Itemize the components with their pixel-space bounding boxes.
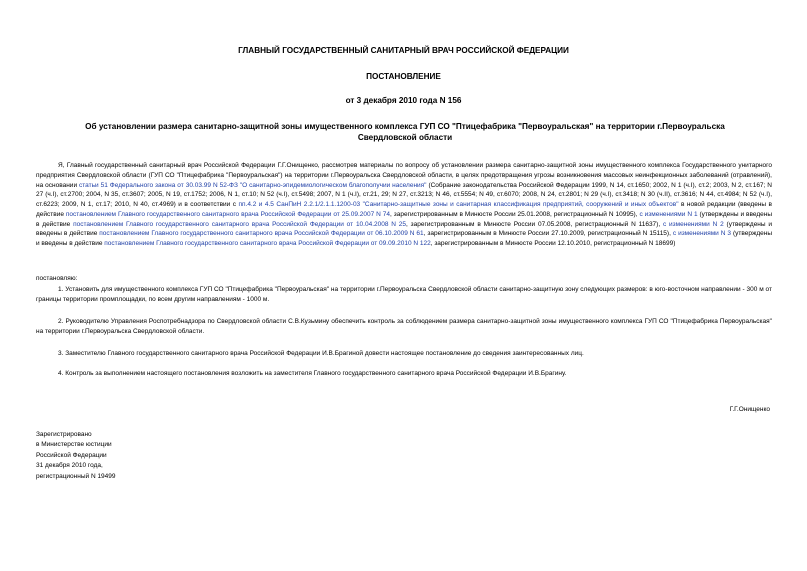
amendment-2-link[interactable]: с изменениями N 2 <box>662 220 724 228</box>
resolution-25-link[interactable]: постановлением Главного государственного санитарного врача Российской Федерации от 10.04.2008 N 25 <box>73 220 407 228</box>
preamble-text: (утверждены и введены в действие <box>36 220 773 238</box>
law-link[interactable]: статьи 51 Федерального закона от 30.03.99 N 52-ФЗ "О санитарно-эпидемиологическом благополучии населения" <box>79 181 427 189</box>
resolution-item-2: 2. Руководителю Управления Роспотребнадзора по Свердловской области С.В.Кузьмину обеспечить контроль за соблюдением размера санитарно-защитной зоны имущественного комплекса ГУП СО "Птицефабрика Первоуральская" на территории г.Первоуральска Свердловской области. <box>36 318 772 335</box>
registration-block <box>36 430 116 482</box>
registration-line: 31 декабря 2010 года, <box>36 462 103 470</box>
document-type: ПОСТАНОВЛЕНИЕ <box>366 72 441 81</box>
preamble-text: , зарегистрированным в Минюсте России 27.10.2009, регистрационный N 15115), <box>423 230 673 238</box>
resolution-74-link[interactable]: постановлением Главного государственного санитарного врача Российской Федерации от 25.09.2007 N 74 <box>65 210 391 218</box>
document-subject: Об установлении размера санитарно-защитной зоны имущественного комплекса ГУП СО "Птицефабрика "Первоуральская" на территории г.Первоуральска Свердловской области <box>85 122 725 142</box>
preamble-text: (утверждены и введены в действие <box>36 210 773 228</box>
preamble-text: , зарегистрированным в Минюсте России 12.10.2010, регистрационный N 18699) <box>430 240 676 247</box>
preamble-text: , зарегистрированным в Минюсте России 25.01.2008, регистрационный N 10995), <box>390 210 640 218</box>
sanpin-link[interactable]: пп.4.2 и 4.5 СанПиН 2.2.1/2.1.1.1200-03 "Санитарно-защитные зоны и санитарная классификация предприятий, сооружений и иных объектов" <box>238 201 679 208</box>
signature: Г.Г.Онищенко <box>729 406 770 413</box>
preamble-text: (Собрание законодательства Российской Федерации 1999, N 14, ст.1650; 2002, N 1 (ч.I), ст.2; 2003, N 2, ст.167; N 27 (ч.I), ст.2700; 2004, N 35, ст.3607; 2005, N 19, ст.1752; 2006, N 1, ст.10; N 52 (ч.I), ст.5498; 2007, N 1 (ч.I), ст.21, 29; N 27, ст.3213; N 46, ст.5554; N 49, ст.6070; 2008, N 24, ст.2801; N 29 (ч.I), ст.3418; N 30 (ч.II), ст.3616; N 44, ст.4984; N 52 (ч.I), ст.6223; 2009, N 1, ст.17; 2010, N 40, ст.4969) и в соответствии с <box>36 181 773 208</box>
preamble-text: Я, Главный государственный санитарный врач Российской Федерации Г.Г.Онищенко, рассмотрев материалы по вопросу об установлении размера санитарно-защитной зоны имущественного комплекса Государственного унитарного предприятия Свердловской области (ГУП СО "Птицефабрика "Первоуральская") на территории г.Первоуральска Свердловской области, в целях предотвращения угрозы возникновения массовых неинфекционных заболеваний (отравлений), на основании <box>36 162 772 189</box>
resolution-61-link[interactable]: постановлением Главного государственного санитарного врача Российской Федерации от 06.10.2009 N 61 <box>99 230 424 238</box>
preamble-text: , зарегистрированным в Минюсте России 07.05.2008, регистрационный N 11637), <box>406 220 663 228</box>
amendment-3-link[interactable]: с изменениями N 3 <box>672 230 732 238</box>
registration-line: Зарегистрировано <box>36 431 92 438</box>
resolution-item-3: 3. Заместителю Главного государственного санитарного врача Российской Федерации И.В.Брагиной довести настоящее постановление до сведения заинтересованных лиц. <box>58 350 584 357</box>
amendment-1-link[interactable]: с изменениями N 1 <box>639 210 698 218</box>
issuing-authority: ГЛАВНЫЙ ГОСУДАРСТВЕННЫЙ САНИТАРНЫЙ ВРАЧ РОССИЙСКОЙ ФЕДЕРАЦИИ <box>238 46 569 55</box>
preamble-text: в новой редакции (введены в действие <box>36 201 772 218</box>
registration-line: регистрационный N 19499 <box>36 472 116 480</box>
preamble-text: (утверждены и введены в действие <box>36 230 773 247</box>
registration-line: Российской Федерации <box>36 451 107 459</box>
resolution-item-1: 1. Установить для имущественного комплекса ГУП СО "Птицефабрика "Первоуральская" на территории г.Первоуральска Свердловской области санитарно-защитную зону следующих размеров: в юго-восточном направлении - 300 м от границы территории промплощадки, по всем другим направлениям - 1000 м. <box>36 286 772 303</box>
registration-line: в Министерстве юстиции <box>36 441 112 449</box>
resolution-item-4: 4. Контроль за выполнением настоящего постановления возложить на заместителя Главного государственного санитарного врача Российской Федерации И.В.Брагину. <box>58 370 567 377</box>
resolves-label: постановляю: <box>36 275 78 282</box>
resolution-122-link[interactable]: постановлением Главного государственного санитарного врача Российской Федерации от 09.09.2010 N 122 <box>104 240 431 247</box>
preamble-paragraph <box>36 161 772 249</box>
document-date-number: от 3 декабря 2010 года N 156 <box>345 96 462 105</box>
